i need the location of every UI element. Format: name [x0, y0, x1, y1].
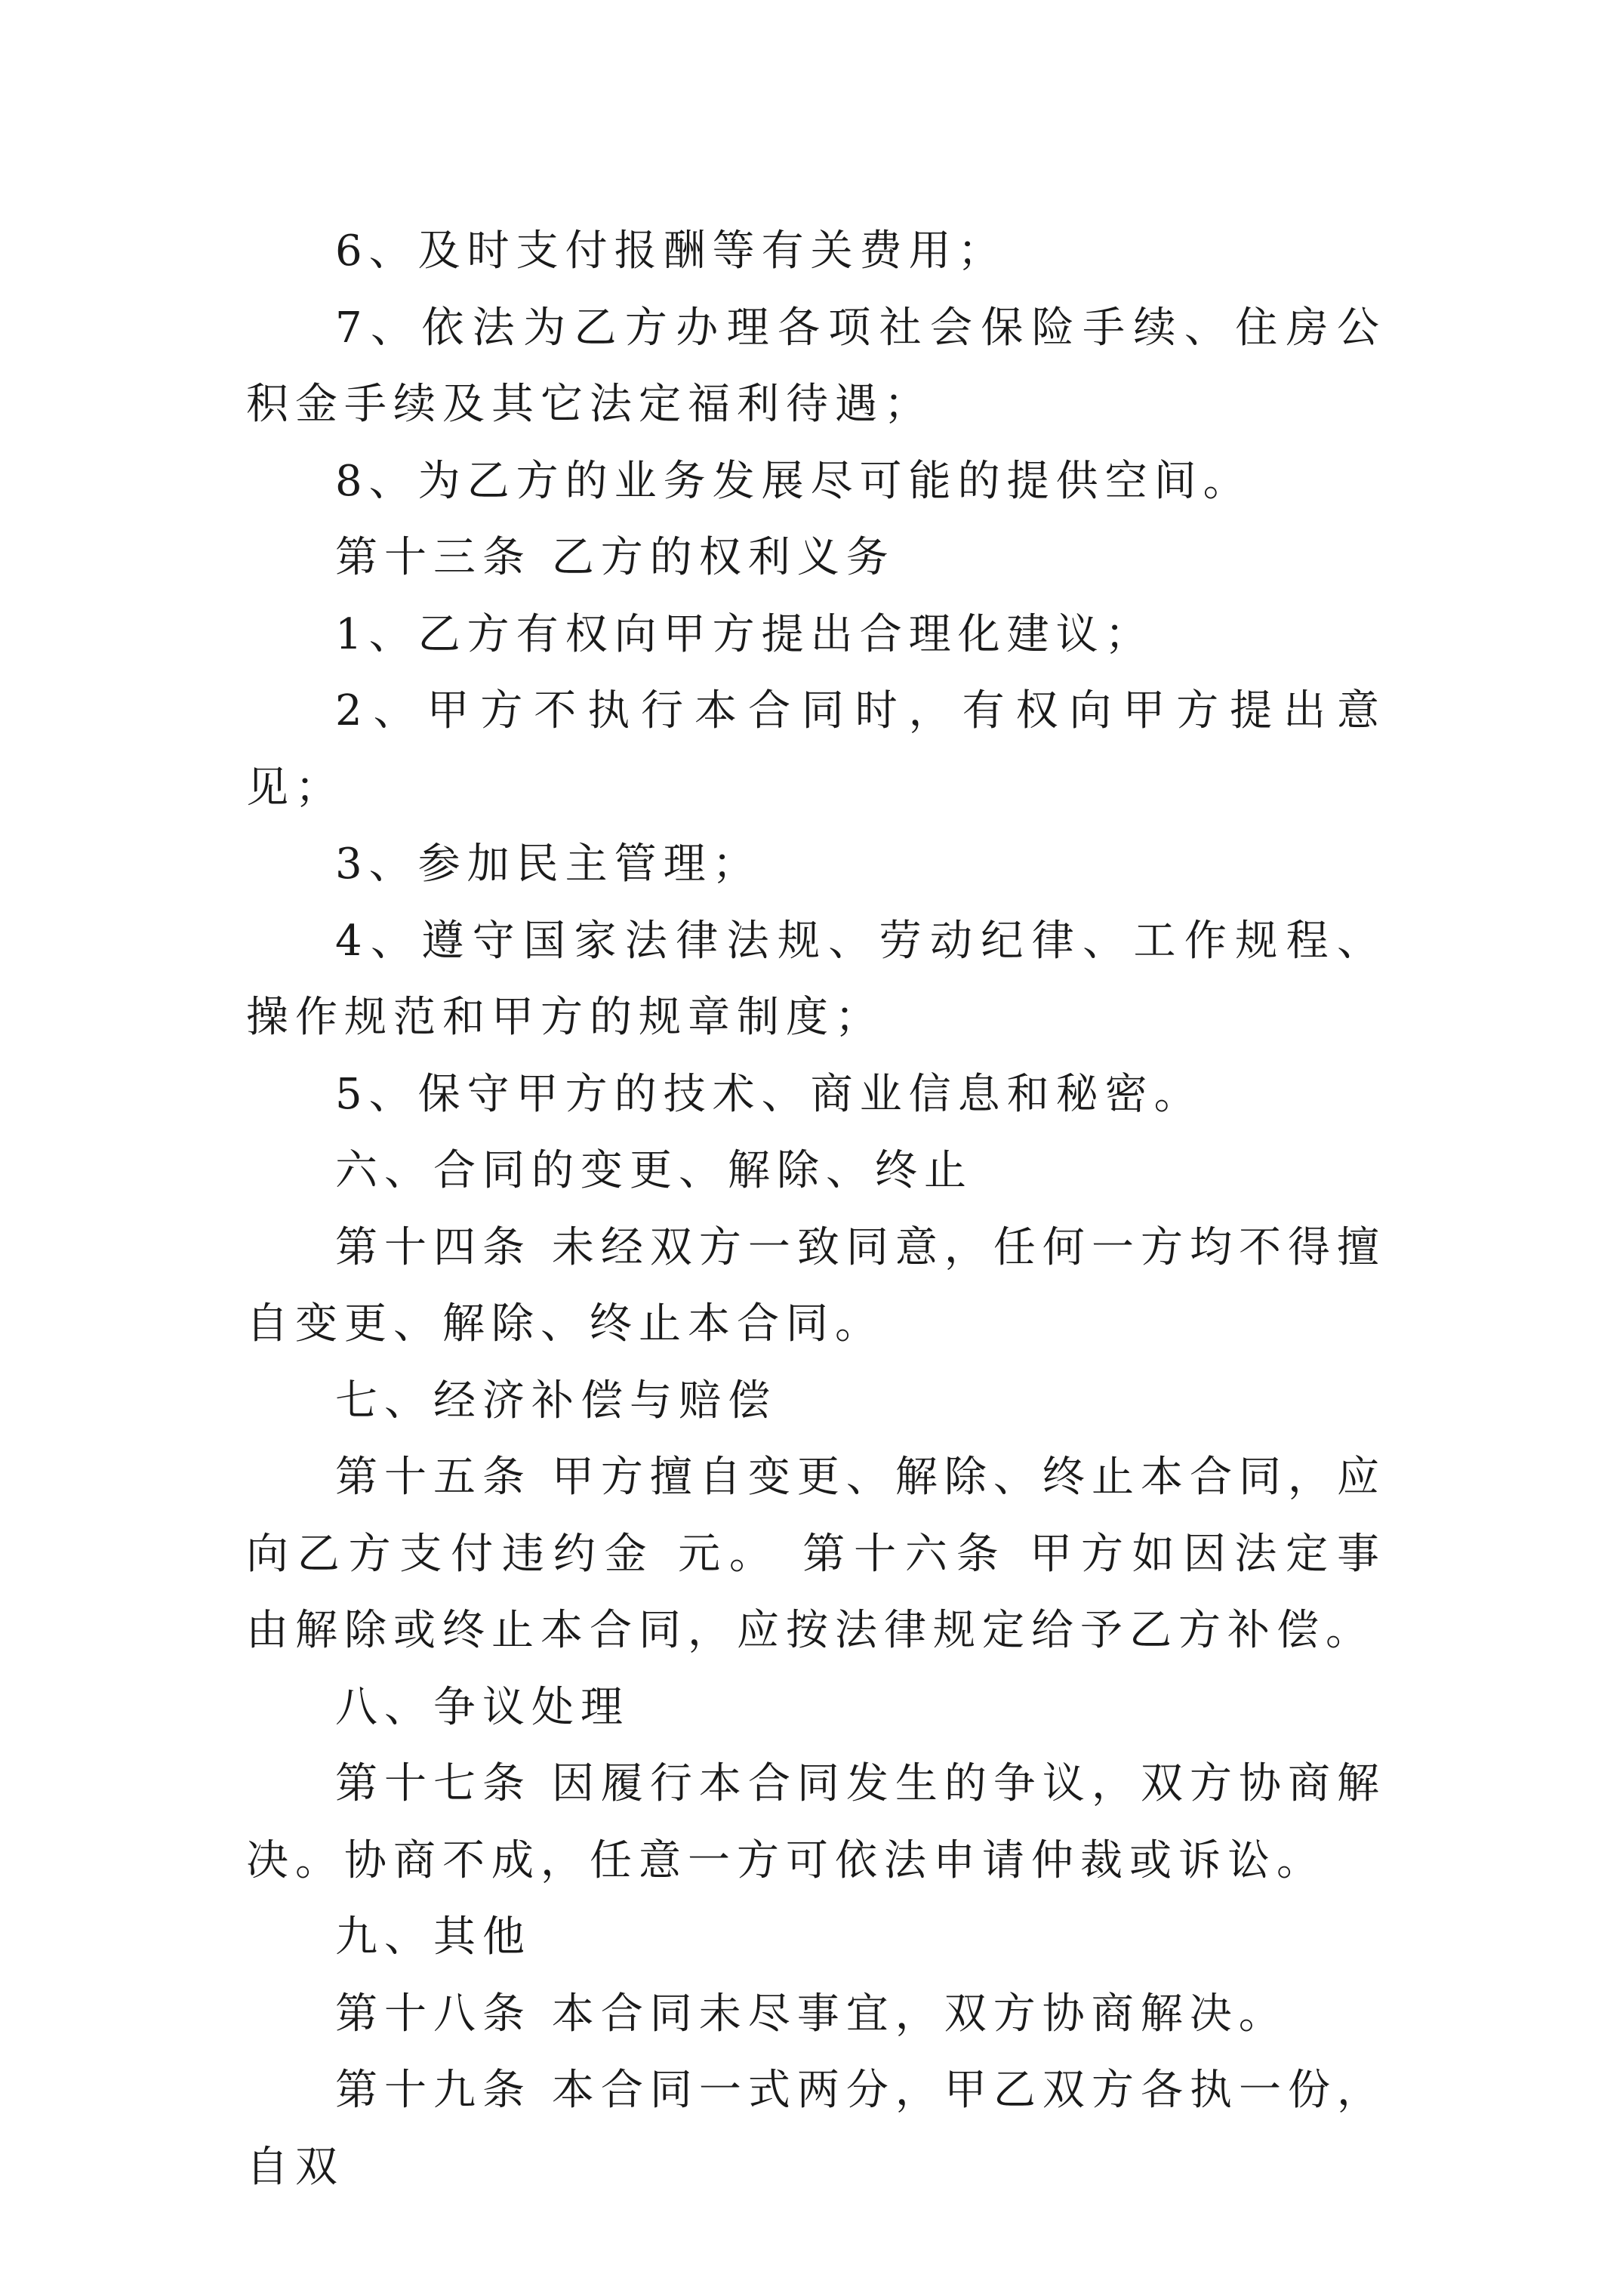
paragraph-item-1: 1、乙方有权向甲方提出合理化建议；: [335, 609, 1154, 659]
paragraph-item-6: 6、及时支付报酬等有关费用；: [335, 227, 1007, 276]
paragraph-item-4: 4、遵守国家法律法规、劳动纪律、工作规程、操作规范和甲方的规章制度；: [246, 916, 1386, 1042]
section-6-heading: 六、合同的变更、解除、终止: [335, 1146, 973, 1195]
article-19: 第十九条 本合同一式两分，甲乙双方各执一份，自双: [246, 2066, 1386, 2192]
paragraph-item-2: 2、甲方不执行本合同时，有权向甲方提出意见；: [246, 686, 1386, 812]
section-8-heading: 八、争议处理: [335, 1682, 630, 1732]
article-14: 第十四条 未经双方一致同意，任何一方均不得擅自变更、解除、终止本合同。: [246, 1222, 1386, 1348]
paragraph-item-7: 7、依法为乙方办理各项社会保险手续、住房公积金手续及其它法定福利待遇；: [246, 303, 1386, 429]
article-13-heading: 第十三条 乙方的权利义务: [335, 533, 895, 582]
article-17: 第十七条 因履行本合同发生的争议，双方协商解决。协商不成，任意一方可依法申请仲裁或诉讼。: [246, 1759, 1386, 1885]
paragraph-item-5: 5、保守甲方的技术、商业信息和秘密。: [335, 1069, 1203, 1119]
article-15-16: 第十五条 甲方擅自变更、解除、终止本合同，应向乙方支付违约金 元。 第十六条 甲方如因法定事由解除或终止本合同，应按法律规定给予乙方补偿。: [246, 1453, 1386, 1655]
paragraph-item-8: 8、为乙方的业务发展尽可能的提供空间。: [335, 456, 1252, 506]
paragraph-item-3: 3、参加民主管理；: [335, 840, 762, 889]
article-18: 第十八条 本合同未尽事宜，双方协商解决。: [335, 1989, 1288, 2039]
section-7-heading: 七、经济补偿与赔偿: [335, 1376, 777, 1425]
section-9-heading: 九、其他: [335, 1912, 531, 1962]
document-body: [246, 213, 1386, 2205]
